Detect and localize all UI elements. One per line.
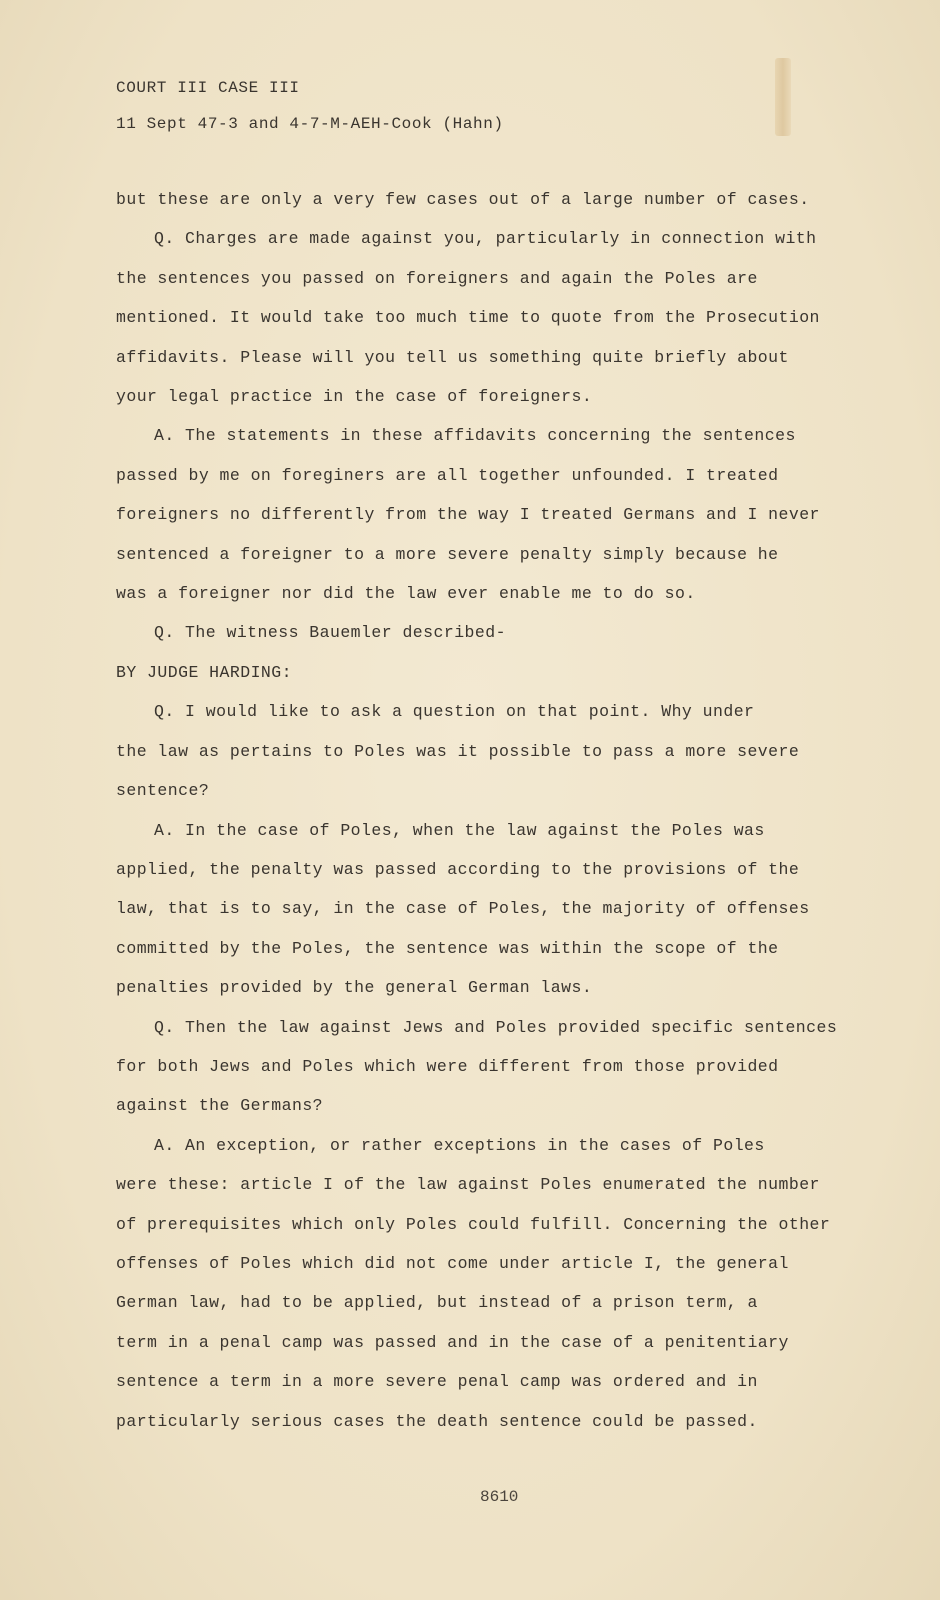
transcript-line: Q. The witness Bauemler described-: [154, 623, 506, 643]
transcript-line: was a foreigner nor did the law ever enable me to do so.: [116, 584, 696, 604]
session-line: 11 Sept 47-3 and 4-7-M-AEH-Cook (Hahn): [116, 115, 504, 133]
transcript-line: the sentences you passed on foreigners and again the Poles are: [116, 268, 758, 288]
transcript-line: penalties provided by the general German laws.: [116, 978, 593, 998]
transcript-line: were these: article I of the law against Poles enumerated the number: [116, 1175, 820, 1195]
transcript-line: affidavits. Please will you tell us something quite briefly about: [116, 347, 789, 367]
transcript-line: term in a penal camp was passed and in the case of a penitentiary: [116, 1332, 789, 1352]
transcript-line: A. The statements in these affidavits concerning the sentences: [154, 426, 796, 446]
tape-mark: [775, 58, 791, 136]
court-line: COURT III CASE III: [116, 79, 300, 97]
transcript-line: law, that is to say, in the case of Poles, the majority of offenses: [116, 899, 810, 919]
transcript-line: foreigners no differently from the way I treated Germans and I never: [116, 505, 820, 525]
document-header: [116, 70, 504, 142]
transcript-line: A. An exception, or rather exceptions in the cases of Poles: [154, 1135, 765, 1155]
transcript-line: sentence?: [116, 781, 210, 801]
transcript-line: mentioned. It would take too much time to quote from the Prosecution: [116, 308, 820, 328]
transcript-line: Q. Charges are made against you, particularly in connection with: [154, 229, 817, 249]
transcript-line: passed by me on foreginers are all together unfounded. I treated: [116, 465, 779, 485]
transcript-line: sentenced a foreigner to a more severe penalty simply because he: [116, 544, 779, 564]
transcript-line: particularly serious cases the death sentence could be passed.: [116, 1411, 758, 1431]
transcript-line: Q. I would like to ask a question on that point. Why under: [154, 702, 755, 722]
transcript-body: [116, 180, 866, 1441]
transcript-line: of prerequisites which only Poles could fulfill. Concerning the other: [116, 1214, 831, 1234]
transcript-line: A. In the case of Poles, when the law against the Poles was: [154, 820, 765, 840]
transcript-line: German law, had to be applied, but instead of a prison term, a: [116, 1293, 758, 1313]
transcript-line: committed by the Poles, the sentence was within the scope of the: [116, 938, 779, 958]
transcript-line: Q. Then the law against Jews and Poles provided specific sentences: [154, 1017, 838, 1037]
transcript-line: for both Jews and Poles which were different from those provided: [116, 1056, 779, 1076]
transcript-line: sentence a term in a more severe penal camp was ordered and in: [116, 1372, 758, 1392]
transcript-line: the law as pertains to Poles was it possible to pass a more severe: [116, 741, 800, 761]
page-number: 8610: [480, 1488, 519, 1506]
speaker-heading: BY JUDGE HARDING:: [116, 662, 292, 682]
transcript-line: against the Germans?: [116, 1096, 324, 1116]
transcript-line: offenses of Poles which did not come under article I, the general: [116, 1253, 789, 1273]
transcript-line: but these are only a very few cases out of a large number of cases.: [116, 190, 810, 209]
transcript-line: your legal practice in the case of foreigners.: [116, 387, 593, 407]
transcript-line: applied, the penalty was passed according to the provisions of the: [116, 859, 800, 879]
